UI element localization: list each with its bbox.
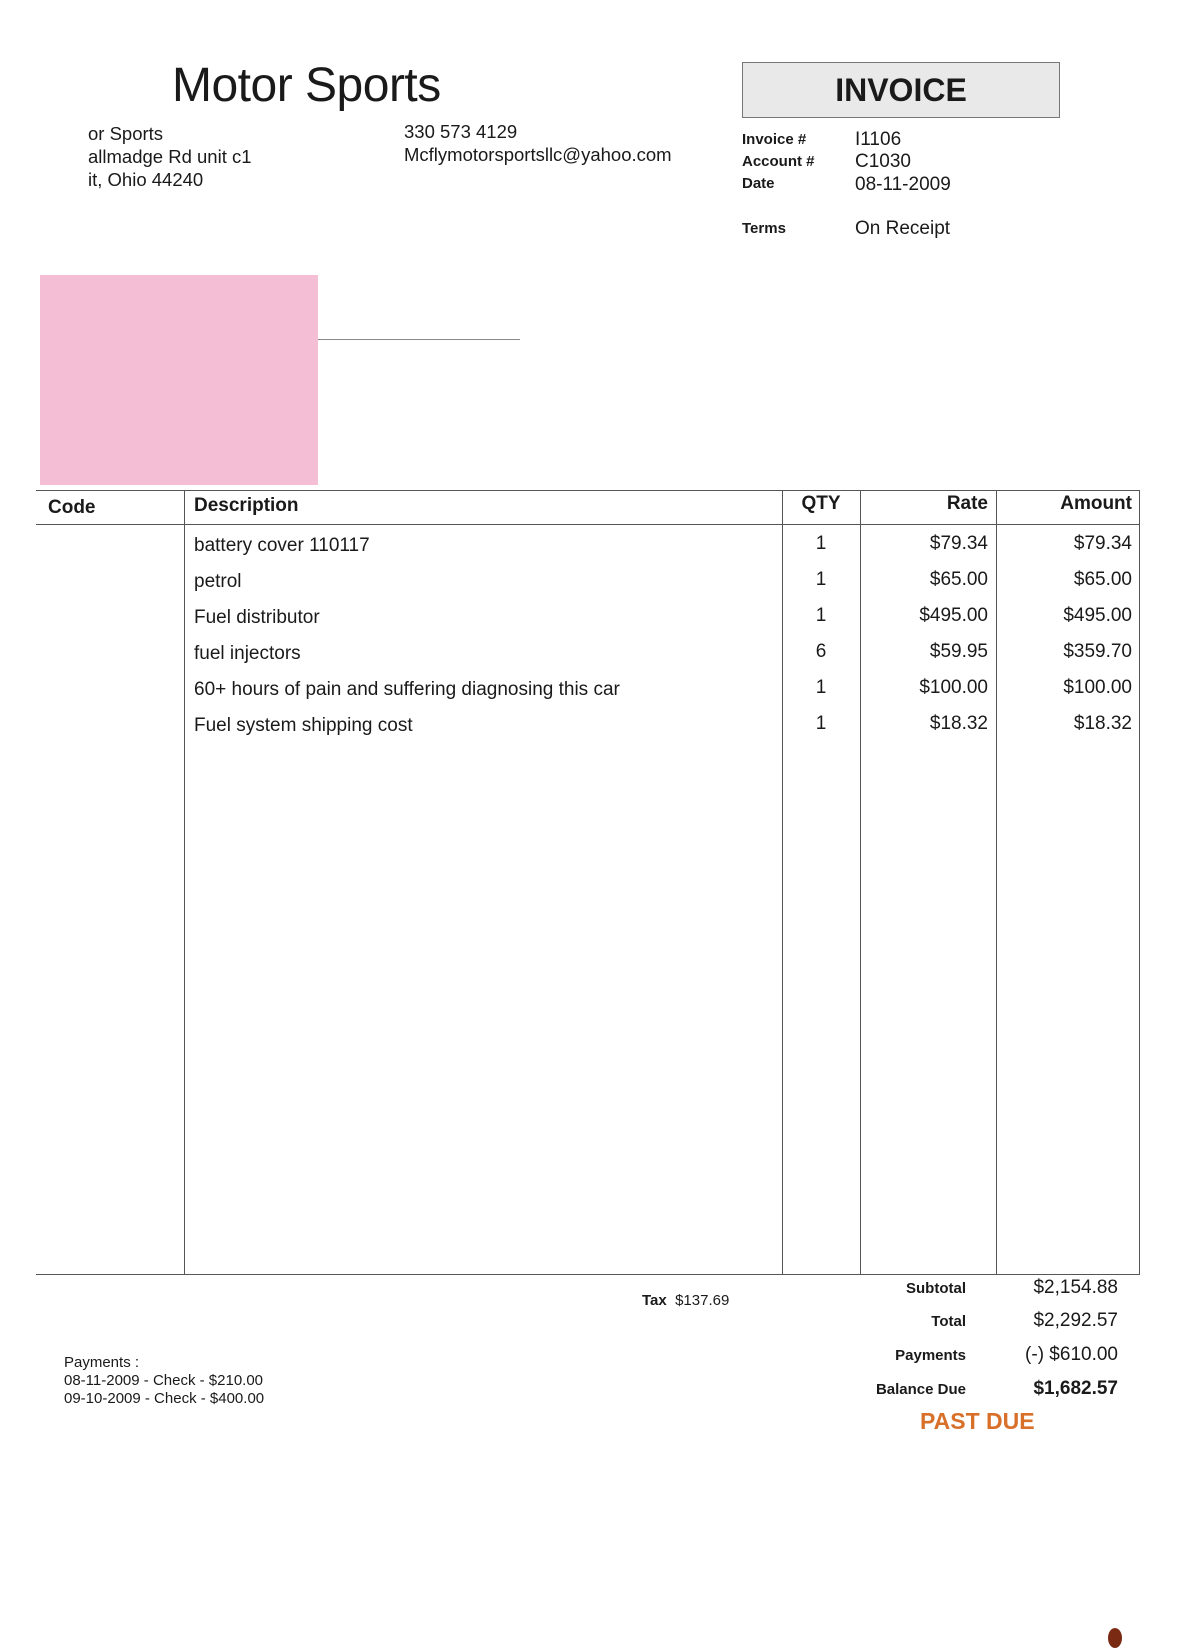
address-line-1: or Sports (88, 123, 164, 144)
company-phone: 330 573 4129 (404, 121, 518, 142)
cell-rate: $59.95 (929, 641, 988, 662)
cell-description: battery cover 110117 (194, 535, 370, 556)
invoice-number: I1106 (855, 129, 902, 150)
invoice-date: 08-11-2009 (855, 174, 951, 195)
payment-entry-2: 09-10-2009 - Check - $400.00 (64, 1390, 265, 1407)
terms-value: On Receipt (855, 218, 951, 239)
tax-line (642, 1292, 729, 1309)
col-divider-code (184, 490, 185, 1274)
cell-rate: $100.00 (919, 677, 988, 698)
payments-history (64, 1354, 264, 1408)
cell-qty: 1 (815, 605, 827, 626)
tax-label: Tax (642, 1292, 667, 1309)
company-address (88, 122, 252, 191)
payments-value: (-) $610.00 (1025, 1344, 1118, 1365)
header-code: Code (48, 497, 96, 518)
cell-rate: $495.00 (919, 605, 988, 626)
invoice-title: INVOICE (742, 62, 1060, 118)
cell-qty: 1 (815, 569, 827, 590)
cell-amount: $65.00 (1073, 569, 1132, 590)
table-header-rule (36, 524, 1140, 525)
company-email: Mcflymotorsportsllc@yahoo.com (404, 144, 672, 165)
cell-amount: $79.34 (1073, 533, 1132, 554)
table-top-rule (36, 490, 1140, 491)
redacted-bill-to (40, 275, 318, 485)
payment-entry-1: 08-11-2009 - Check - $210.00 (64, 1372, 264, 1389)
company-contact (404, 120, 672, 166)
cell-rate: $18.32 (929, 713, 988, 734)
header-rate: Rate (946, 493, 988, 514)
bill-to-underline (318, 339, 520, 340)
table-bottom-rule (36, 1274, 1140, 1275)
scan-speck (1108, 1628, 1122, 1648)
account-number: C1030 (855, 151, 911, 172)
tax-value: $137.69 (675, 1292, 730, 1309)
cell-description: fuel injectors (194, 643, 301, 664)
subtotal-label: Subtotal (906, 1280, 966, 1297)
cell-amount: $100.00 (1063, 677, 1132, 698)
balance-due-label: Balance Due (875, 1381, 966, 1398)
payments-history-title: Payments : (64, 1354, 140, 1371)
invoice-number-label: Invoice # (742, 131, 807, 148)
cell-description: Fuel distributor (194, 607, 320, 628)
balance-due-value: $1,682.57 (1033, 1378, 1118, 1399)
address-line-3: it, Ohio 44240 (88, 169, 204, 190)
cell-qty: 1 (815, 713, 827, 734)
account-number-label: Account # (742, 153, 815, 170)
company-name: Motor Sports (172, 59, 441, 112)
cell-rate: $65.00 (929, 569, 988, 590)
header-amount: Amount (1060, 493, 1132, 514)
date-label: Date (742, 175, 775, 192)
total-label: Total (931, 1313, 966, 1330)
cell-qty: 6 (815, 641, 827, 662)
header-qty: QTY (801, 493, 841, 514)
cell-description: Fuel system shipping cost (194, 715, 413, 736)
cell-amount: $495.00 (1063, 605, 1132, 626)
subtotal-value: $2,154.88 (1033, 1277, 1118, 1298)
cell-qty: 1 (815, 677, 827, 698)
header-description: Description (194, 495, 299, 516)
address-line-2: allmadge Rd unit c1 (88, 146, 252, 167)
cell-rate: $79.34 (929, 533, 988, 554)
table-right-border (1139, 490, 1140, 1274)
line-items-table (36, 487, 1140, 1275)
terms-label: Terms (742, 220, 786, 237)
cell-description: 60+ hours of pain and suffering diagnosing this car (194, 679, 620, 700)
cell-qty: 1 (815, 533, 827, 554)
cell-description: petrol (194, 571, 242, 592)
cell-amount: $359.70 (1063, 641, 1132, 662)
cell-amount: $18.32 (1073, 713, 1132, 734)
past-due-stamp: PAST DUE (920, 1408, 1035, 1434)
payments-label: Payments (895, 1347, 966, 1364)
total-value: $2,292.57 (1033, 1310, 1118, 1331)
